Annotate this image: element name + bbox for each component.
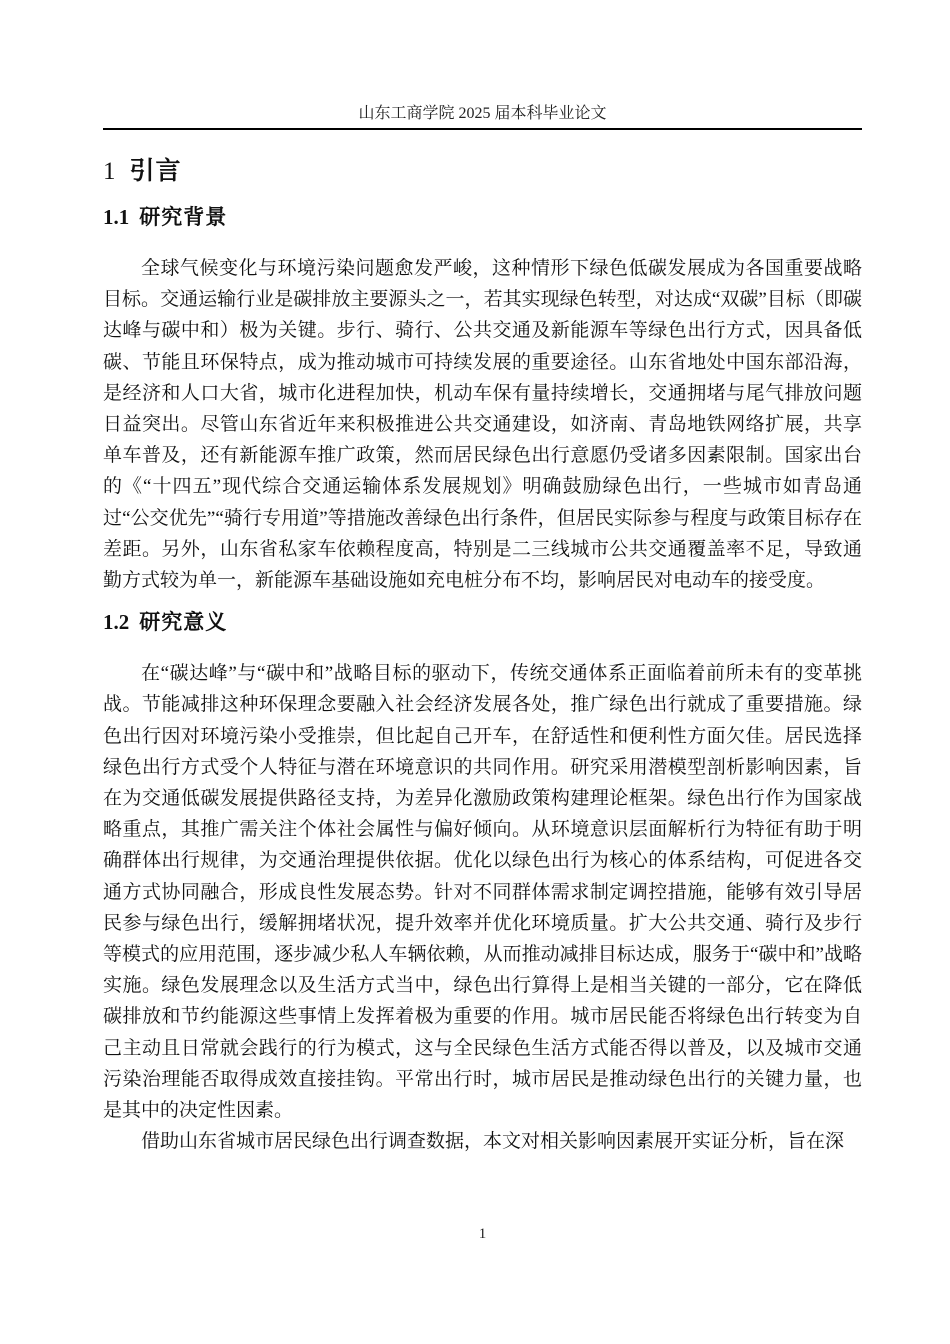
paragraph-empirical-analysis: 借助山东省城市居民绿色出行调查数据，本文对相关影响因素展开实证分析，旨在深 xyxy=(141,1131,845,1153)
running-header: 山东工商学院 2025 届本科毕业论文 xyxy=(358,105,607,122)
paragraph-research-significance: 在“碳达峰”与“碳中和”战略目标的驱动下，传统交通体系正面临着前所未有的变革挑战。节能减排这种环保理念要融入社会经济发展各处，推广绿色出行就成了重要措施。绿色出行因对环境污染小受推崇，但比起自己开车，在舒适性和便利性方面欠佳。居民选择绿色出行方式受个人特征与潜在环境意识的共同作用。研究采用潜模型剖析影响因素，旨在为交通低碳发展提供路径支持，为差异化激励政策构建理论框架。绿色出行作为国家战略重点，其推广需关注个体社会属性与偏好倾向。从环境意识层面解析行为特征有助于明确群体出行规律，为交通治理提供依据。优化以绿色出行为核心的体系结构，可促进各交通方式协同融合，形成良性发展态势。针对不同群体需求制定调控措施，能够有效引导居民参与绿色出行，缓解拥堵状况，提升效率并优化环境质量。扩大公共交通、骑行及步行等模式的应用范围，逐步减少私人车辆依赖，从而推动减排目标达成，服务于“碳中和”战略实施。绿色发展理念以及生活方式当中，绿色出行算得上是相当关键的一部分，它在降低碳排放和节约能源这些事情上发挥着极为重要的作用。城市居民能否将绿色出行转变为自己主动且日常就会践行的行为模式，这与全民绿色生活方式能否得以普及，以及城市交通污染治理能否取得成效直接挂钩。平常出行时，城市居民是推动绿色出行的关键力量，也是其中的决定性因素。 xyxy=(103,663,862,1122)
paragraph-research-background: 全球气候变化与环境污染问题愈发严峻，这种情形下绿色低碳发展成为各国重要战略目标。交通运输行业是碳排放主要源头之一，若其实现绿色转型，对达成“双碳”目标（即碳达峰与碳中和）极为关键。步行、骑行、公共交通及新能源车等绿色出行方式，因具备低碳、节能且环保特点，成为推动城市可持续发展的重要途径。山东省地处中国东部沿海，是经济和人口大省，城市化进程加快，机动车保有量持续增长，交通拥堵与尾气排放问题日益突出。尽管山东省近年来积极推进公共交通建设，如济南、青岛地铁网络扩展，共享单车普及，还有新能源车推广政策，然而居民绿色出行意愿仍受诸多因素限制。国家出台的《“十四五”现代综合交通运输体系发展规划》明确鼓励绿色出行，一些城市如青岛通过“公交优先”“骑行专用道”等措施改善绿色出行条件，但居民实际参与程度与政策目标存在差距。另外，山东省私家车依赖程度高，特别是二三线城市公共交通覆盖率不足，导致通勤方式较为单一，新能源车基础设施如充电桩分布不均，影响居民对电动车的接受度。 xyxy=(103,258,862,592)
section-heading-research-background xyxy=(103,204,862,231)
section-heading-research-significance xyxy=(103,609,862,636)
page-number: 1 xyxy=(478,1226,487,1242)
section-title: 研究背景 xyxy=(139,206,228,229)
chapter-title: 引言 xyxy=(129,157,182,185)
header-rule xyxy=(103,128,862,130)
section-number: 1.2 xyxy=(103,610,130,635)
chapter-heading xyxy=(103,156,862,187)
page-content xyxy=(103,0,862,1157)
section-title: 研究意义 xyxy=(139,611,228,635)
chapter-number: 1 xyxy=(103,158,116,185)
section-number: 1.1 xyxy=(103,205,130,229)
